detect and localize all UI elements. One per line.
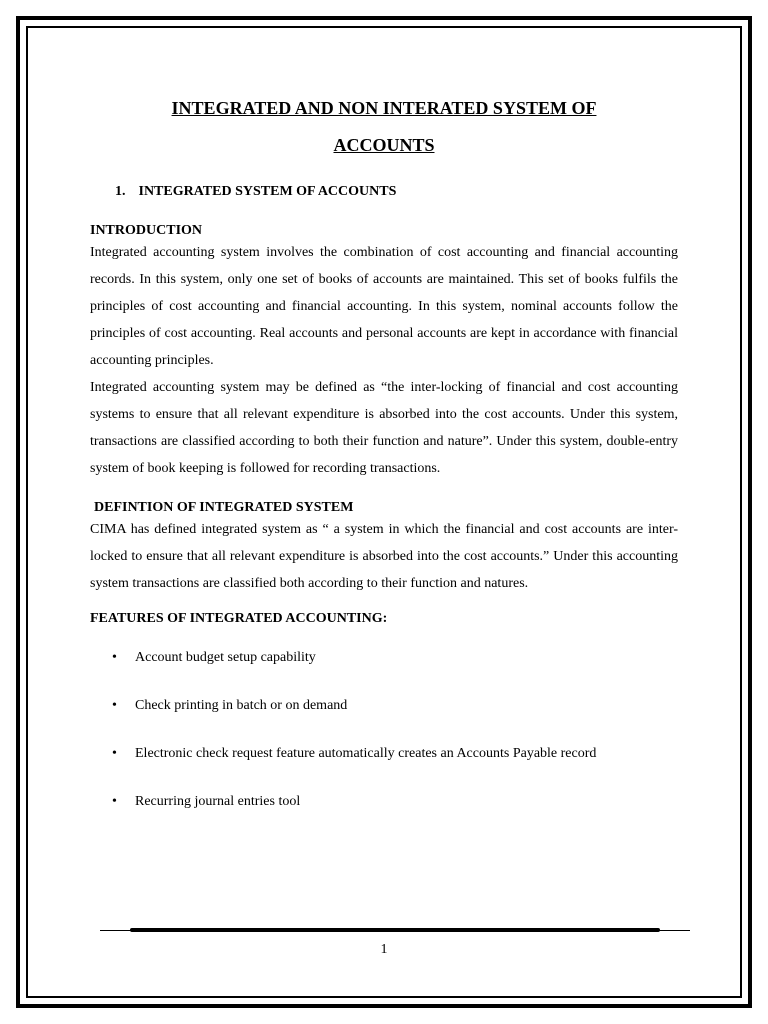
bullet-icon: • <box>112 794 117 809</box>
footer-divider-thick-line <box>130 928 660 932</box>
page-number: 1 <box>380 942 388 957</box>
paragraph-2: Integrated accounting system may be defined as “the inter-locking of financial and cost accounting systems to ensure that all relevant expenditure is absorbed into the cost accounts. Under this system, transactions are classified according to both their function and nature”. Under this system, double-entry system of book keeping is followed for recording transactions. <box>90 380 678 476</box>
section-1-heading <box>115 184 678 200</box>
document-body <box>90 90 678 840</box>
features-heading: FEATURES OF INTEGRATED ACCOUNTING: <box>90 611 388 626</box>
document-title <box>90 90 678 164</box>
feature-text: Electronic check request feature automatically creates an Accounts Payable record <box>135 746 597 761</box>
section-number: 1. <box>115 184 126 199</box>
footer-divider <box>100 928 690 934</box>
feature-text: Check printing in batch or on demand <box>135 698 348 713</box>
definition-heading: DEFINTION OF INTEGRATED SYSTEM <box>94 500 354 515</box>
paragraph-1: Integrated accounting system involves the combination of cost accounting and financial accounting records. In this system, only one set of books of accounts are maintained. This set of books fulfils the principles of cost accounting and financial accounting. In this system, nominal accounts follow the principles of cost accounting. Real accounts and personal accounts are kept in accordance with financial accounting principles. <box>90 245 678 368</box>
bullet-icon: • <box>112 698 117 713</box>
list-item <box>90 696 678 744</box>
feature-text: Account budget setup capability <box>135 650 316 665</box>
title-line-1: INTEGRATED AND NON INTERATED SYSTEM OF <box>171 98 597 118</box>
list-item <box>90 792 678 840</box>
bullet-icon: • <box>112 746 117 761</box>
feature-text: Recurring journal entries tool <box>135 794 301 809</box>
bullet-icon: • <box>112 650 117 665</box>
paragraph-3: CIMA has defined integrated system as “ a system in which the financial and cost accounts are inter-locked to ensure that all relevant expenditure is absorbed into the cost accounts.” Under this accounting system transactions are classified both according to their function and natures. <box>90 522 678 591</box>
list-item <box>90 648 678 696</box>
features-list <box>90 648 678 840</box>
title-line-2: ACCOUNTS <box>333 135 435 155</box>
introduction-heading: INTRODUCTION <box>90 223 203 238</box>
section-title: INTEGRATED SYSTEM OF ACCOUNTS <box>138 184 397 199</box>
list-item <box>90 744 678 792</box>
